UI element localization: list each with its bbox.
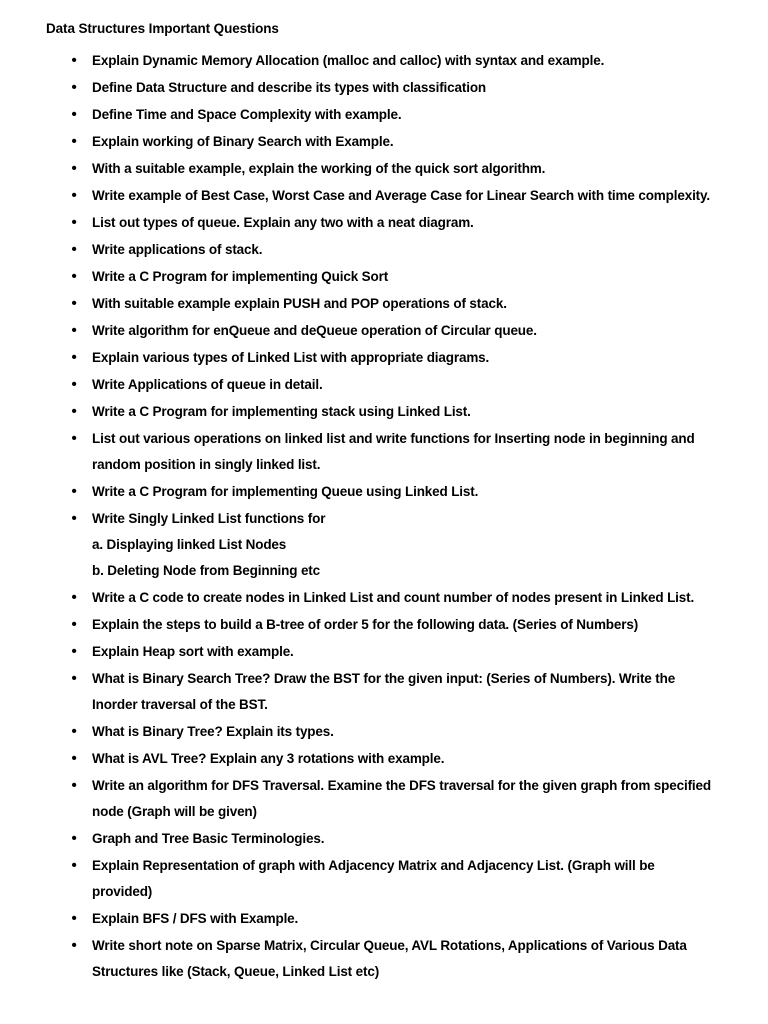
bullet-icon [69, 182, 79, 209]
bullet-icon [69, 101, 79, 128]
bullet-icon [69, 638, 79, 665]
question-item [46, 317, 728, 344]
question-item [46, 718, 728, 745]
question-text: Write an algorithm for DFS Traversal. Examine the DFS traversal for the given graph from specified [92, 778, 711, 793]
question-text: Explain various types of Linked List with appropriate diagrams. [92, 350, 490, 365]
question-item [46, 371, 728, 398]
bullet-icon [69, 209, 79, 236]
question-text: What is Binary Search Tree? Draw the BST for the given input: (Series of Numbers). Write the [92, 671, 676, 686]
question-item [46, 638, 728, 665]
question-text: What is AVL Tree? Explain any 3 rotations with example. [92, 751, 445, 766]
bullet-icon [69, 128, 79, 155]
question-item [46, 611, 728, 638]
question-text: Write a C Program for implementing Quick Sort [92, 269, 389, 284]
question-item [46, 209, 728, 236]
question-text-continuation: Structures like (Stack, Queue, Linked List etc) [92, 964, 380, 979]
question-item [46, 425, 728, 478]
question-text: With a suitable example, explain the working of the quick sort algorithm. [92, 161, 546, 176]
question-item [46, 505, 728, 584]
question-item [46, 584, 728, 611]
question-text: Write short note on Sparse Matrix, Circular Queue, AVL Rotations, Applications of Various Data [92, 938, 687, 953]
question-text: List out types of queue. Explain any two with a neat diagram. [92, 215, 474, 230]
bullet-icon [69, 852, 79, 879]
question-text: Explain the steps to build a B-tree of order 5 for the following data. (Series of Numbers) [92, 617, 639, 632]
question-item [46, 101, 728, 128]
bullet-icon [69, 317, 79, 344]
bullet-icon [69, 905, 79, 932]
question-text-continuation: random position in singly linked list. [92, 457, 321, 472]
question-text: With suitable example explain PUSH and POP operations of stack. [92, 296, 507, 311]
question-text: Write example of Best Case, Worst Case and Average Case for Linear Search with time complexity. [92, 188, 710, 203]
question-text: Write Singly Linked List functions for [92, 511, 326, 526]
question-item [46, 155, 728, 182]
bullet-icon [69, 718, 79, 745]
question-item [46, 182, 728, 209]
question-text-continuation: Inorder traversal of the BST. [92, 697, 268, 712]
question-text: Explain working of Binary Search with Example. [92, 134, 394, 149]
question-text: Write a C Program for implementing stack using Linked List. [92, 404, 471, 419]
question-item [46, 236, 728, 263]
question-item [46, 398, 728, 425]
bullet-icon [69, 932, 79, 959]
question-text-continuation: node (Graph will be given) [92, 804, 257, 819]
bullet-icon [69, 584, 79, 611]
question-item [46, 745, 728, 772]
bullet-icon [69, 155, 79, 182]
question-item [46, 74, 728, 101]
question-text: Explain Heap sort with example. [92, 644, 294, 659]
question-item [46, 478, 728, 505]
bullet-icon [69, 745, 79, 772]
question-text: What is Binary Tree? Explain its types. [92, 724, 334, 739]
question-text-continuation: provided) [92, 884, 153, 899]
question-item [46, 263, 728, 290]
bullet-icon [69, 772, 79, 799]
bullet-icon [69, 398, 79, 425]
bullet-icon [69, 344, 79, 371]
question-item [46, 344, 728, 371]
question-item [46, 665, 728, 718]
question-text: Explain Representation of graph with Adjacency Matrix and Adjacency List. (Graph will be [92, 858, 655, 873]
bullet-icon [69, 47, 79, 74]
question-text: Define Data Structure and describe its types with classification [92, 80, 487, 95]
question-text: Define Time and Space Complexity with example. [92, 107, 402, 122]
bullet-icon [69, 371, 79, 398]
question-text: Write Applications of queue in detail. [92, 377, 323, 392]
bullet-icon [69, 290, 79, 317]
question-text-continuation: a. Displaying linked List Nodes [92, 537, 287, 552]
question-item [46, 852, 728, 905]
bullet-icon [69, 425, 79, 452]
bullet-icon [69, 74, 79, 101]
question-text: Write a C code to create nodes in Linked List and count number of nodes present in Linked List. [92, 590, 695, 605]
question-text: Write applications of stack. [92, 242, 263, 257]
question-text: Explain Dynamic Memory Allocation (malloc and calloc) with syntax and example. [92, 53, 605, 68]
question-item [46, 932, 728, 985]
bullet-icon [69, 236, 79, 263]
bullet-icon [69, 825, 79, 852]
question-item [46, 825, 728, 852]
question-list [46, 47, 728, 985]
question-item [46, 772, 728, 825]
document-title: Data Structures Important Questions [46, 21, 279, 36]
question-text: Write algorithm for enQueue and deQueue operation of Circular queue. [92, 323, 537, 338]
question-item [46, 905, 728, 932]
question-text-continuation: b. Deleting Node from Beginning etc [92, 563, 321, 578]
bullet-icon [69, 611, 79, 638]
bullet-icon [69, 478, 79, 505]
bullet-icon [69, 505, 79, 532]
question-text: List out various operations on linked list and write functions for Inserting node in beginning and [92, 431, 695, 446]
question-item [46, 128, 728, 155]
question-text: Explain BFS / DFS with Example. [92, 911, 299, 926]
question-text: Write a C Program for implementing Queue using Linked List. [92, 484, 479, 499]
question-item [46, 290, 728, 317]
bullet-icon [69, 665, 79, 692]
question-text: Graph and Tree Basic Terminologies. [92, 831, 325, 846]
question-item [46, 47, 728, 74]
bullet-icon [69, 263, 79, 290]
